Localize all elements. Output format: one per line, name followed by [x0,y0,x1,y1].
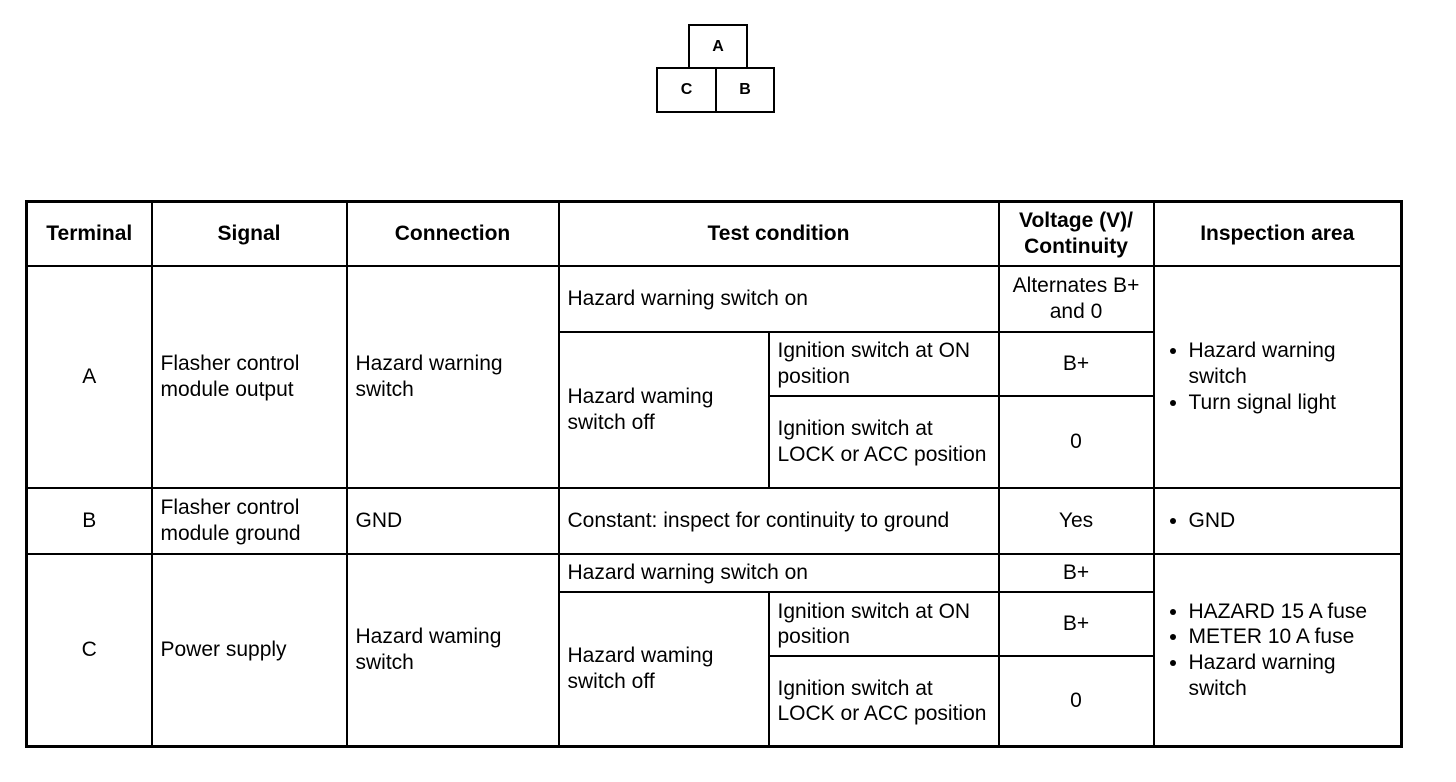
subcondition-a-lock: Ignition switch at LOCK or ACC position [769,396,999,488]
inspection-item: • Hazard warning switch [1189,338,1393,389]
connection-c: Hazard waming switch [347,554,559,746]
table-row [27,554,1402,592]
inspection-item: • HAZARD 15 A fuse [1189,599,1393,625]
connection-a: Hazard warning switch [347,266,559,488]
value-c-sub-lock: 0 [999,656,1154,746]
connector-pin-a: A [688,24,748,70]
header-connection: Connection [347,202,559,266]
header-voltage: Voltage (V)/ Continuity [999,202,1154,266]
subcondition-c-on: Ignition switch at ON position [769,592,999,656]
signal-a: Flasher control module output [152,266,347,488]
inspection-c [1154,554,1402,746]
value-a-sub-on: B+ [999,332,1154,396]
header-inspection: Inspection area [1154,202,1402,266]
inspection-item: • Turn signal light [1189,390,1393,416]
condition-b: Constant: inspect for continuity to ground [559,488,999,554]
signal-b: Flasher control module ground [152,488,347,554]
header-terminal: Terminal [27,202,152,266]
terminal-spec-table [25,200,1403,748]
connection-b: GND [347,488,559,554]
table-row [27,488,1402,554]
header-signal: Signal [152,202,347,266]
connector-pin-c: C [656,67,717,113]
connector-pin-b: B [715,67,775,113]
value-a-sub-lock: 0 [999,396,1154,488]
subcondition-a-on: Ignition switch at ON position [769,332,999,396]
condition-c-on: Hazard warning switch on [559,554,999,592]
value-a-on: Alternates B+ and 0 [999,266,1154,332]
connector-diagram [0,0,1456,140]
inspection-b [1154,488,1402,554]
signal-c: Power supply [152,554,347,746]
inspection-a [1154,266,1402,488]
inspection-item: • Hazard warning switch [1189,650,1393,701]
inspection-item: • METER 10 A fuse [1189,624,1393,650]
value-c-on: B+ [999,554,1154,592]
terminal-b: B [27,488,152,554]
condition-c-off: Hazard waming switch off [559,592,769,746]
terminal-a: A [27,266,152,488]
value-c-sub-on: B+ [999,592,1154,656]
inspection-item: • GND [1189,508,1393,534]
terminal-c: C [27,554,152,746]
condition-a-on: Hazard warning switch on [559,266,999,332]
condition-a-off: Hazard waming switch off [559,332,769,488]
header-test-condition: Test condition [559,202,999,266]
table-row [27,266,1402,332]
subcondition-c-lock: Ignition switch at LOCK or ACC position [769,656,999,746]
header-row [27,202,1402,266]
value-b: Yes [999,488,1154,554]
